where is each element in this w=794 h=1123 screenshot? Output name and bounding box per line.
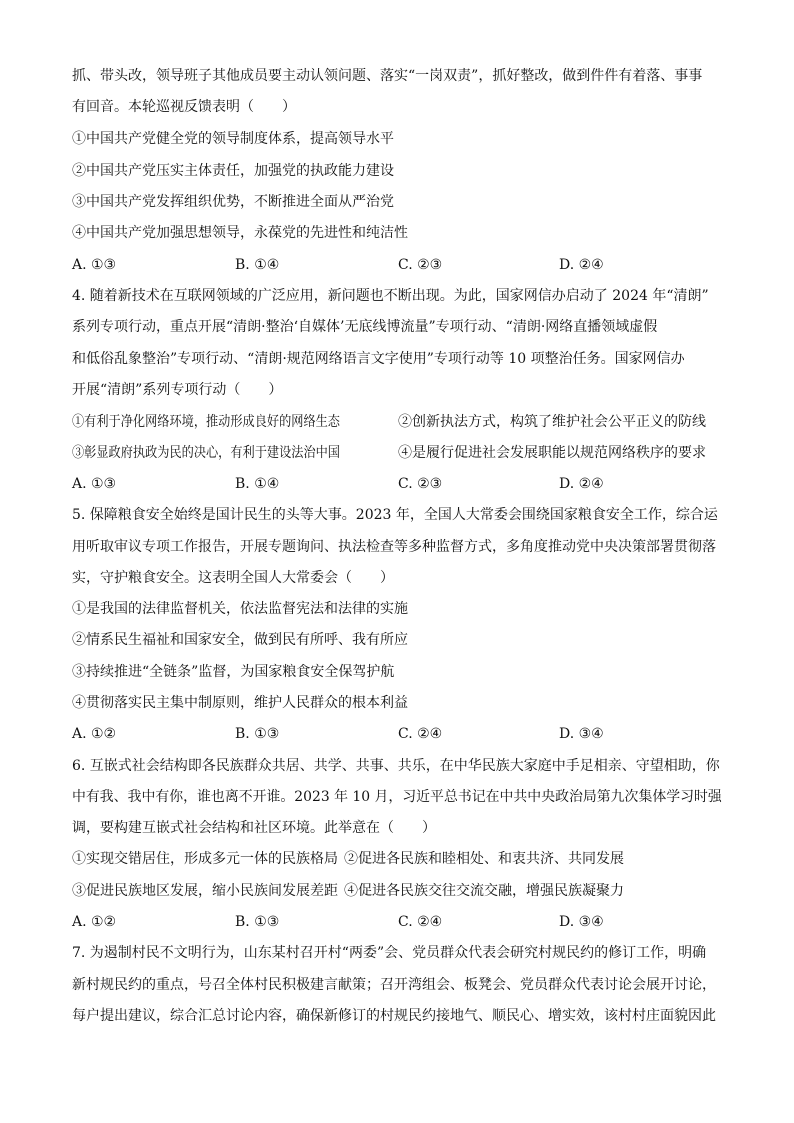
q4-option-c: C. ②③: [398, 476, 443, 492]
q4-statement-3: ③彰显政府执政为民的决心，有利于建设法治中国: [72, 445, 340, 461]
q4-option-a: A. ①③: [72, 476, 117, 492]
q3-option-c: C. ②③: [398, 257, 443, 273]
q3-text-line-2: 有回音。本轮巡视反馈表明（ ）: [72, 99, 296, 115]
q4-text-line-4: 开展“清朗”系列专项行动（ ）: [72, 382, 283, 398]
q5-option-b: B. ①③: [235, 726, 280, 742]
q6-option-d: D. ③④: [559, 914, 604, 930]
q3-statement-3: ③中国共产党发挥组织优势，不断推进全面从严治党: [72, 194, 394, 210]
q4-option-b: B. ①④: [235, 476, 280, 492]
q6-statement-4: ④促进各民族交往交流交融，增强民族凝聚力: [344, 883, 624, 899]
q3-text-line-1: 抓、带头改，领导班子其他成员要主动认领问题、落实“一岗双责”，抓好整改，做到件件有着落、事事: [72, 68, 703, 84]
q6-text-line-1: 6. 互嵌式社会结构即各民族群众共居、共学、共事、共乐，在中华民族大家庭中手足相亲、守望相助，你: [72, 758, 720, 774]
q7-text-line-1: 7. 为遏制村民不文明行为，山东某村召开村“两委”会、党员群众代表会研究村规民约的修订工作，明确: [72, 945, 707, 961]
q3-statement-2: ②中国共产党压实主体责任，加强党的执政能力建设: [72, 163, 394, 179]
q5-statement-4: ④贯彻落实民主集中制原则，维护人民群众的根本利益: [72, 695, 408, 711]
q6-statements-row-1: [72, 849, 722, 869]
q5-statement-1: ①是我国的法律监督机关，依法监督宪法和法律的实施: [72, 601, 408, 617]
q6-option-c: C. ②④: [398, 914, 443, 930]
q3-options: [72, 255, 722, 275]
q5-text-line-2: 用听取审议专项工作报告，开展专题询问、执法检查等多种监督方式，多角度推动党中央决策部署贯彻落: [72, 539, 716, 555]
q6-text-line-3: 调，要构建互嵌式社会结构和社区环境。此举意在（ ）: [72, 820, 436, 836]
q6-text-line-2: 中有我、我中有你，谁也离不开谁。2023 年 10 月，习近平总书记在中共中央政治局第九次集体学习时强: [72, 789, 722, 805]
q5-text-line-1: 5. 保障粮食安全始终是国计民生的头等大事。2023 年，全国人大常委会围绕国家粮食安全工作，综合运: [72, 507, 718, 523]
q5-option-c: C. ②④: [398, 726, 443, 742]
q4-statement-1: ①有利于净化网络环境，推动形成良好的网络生态: [72, 414, 340, 430]
q4-options: [72, 474, 722, 494]
q6-statement-1: ①实现交错居住，形成多元一体的民族格局: [72, 851, 338, 867]
q5-option-d: D. ③④: [559, 726, 604, 742]
q3-option-a: A. ①③: [72, 257, 117, 273]
q5-statement-2: ②情系民生福祉和国家安全，做到民有所呼、我有所应: [72, 632, 408, 648]
q5-option-a: A. ①②: [72, 726, 117, 742]
q3-option-d: D. ②④: [559, 257, 604, 273]
q7-text-line-3: 每户提出建议，综合汇总讨论内容，确保新修订的村规民约接地气、顺民心、增实效，该村村庄面貌因此: [72, 1008, 716, 1024]
q5-text-line-3: 实，守护粮食安全。这表明全国人大常委会（ ）: [72, 570, 394, 586]
q4-statement-2: ②创新执法方式，构筑了维护社会公平正义的防线: [398, 414, 706, 430]
q6-statement-2: ②促进各民族和睦相处、和衷共济、共同发展: [344, 851, 624, 867]
q4-statement-4: ④是履行促进社会发展职能以规范网络秩序的要求: [398, 445, 706, 461]
q3-statement-1: ①中国共产党健全党的领导制度体系，提高领导水平: [72, 131, 394, 147]
q4-statements-row-2: [72, 443, 722, 463]
q5-options: [72, 724, 722, 744]
q4-statements-row-1: [72, 412, 722, 432]
q7-text-line-2: 新村规民约的重点，号召全体村民积极建言献策；召开湾组会、板凳会、党员群众代表讨论会展开讨论，: [72, 977, 716, 993]
q3-statement-4: ④中国共产党加强思想领导，永葆党的先进性和纯洁性: [72, 225, 408, 241]
q6-options: [72, 912, 722, 932]
q6-option-a: A. ①②: [72, 914, 117, 930]
q4-text-line-3: 和低俗乱象整治”专项行动、“清朗·规范网络语言文字使用”专项行动等 10 项整治任务。国家网信办: [72, 351, 685, 367]
q6-statement-3: ③促进民族地区发展，缩小民族间发展差距: [72, 883, 338, 899]
q5-statement-3: ③持续推进“全链条”监督，为国家粮食安全保驾护航: [72, 664, 395, 680]
q6-statements-row-2: [72, 881, 722, 901]
q3-option-b: B. ①④: [235, 257, 280, 273]
q4-text-line-2: 系列专项行动，重点开展“清朗·整治‘自媒体’无底线博流量”专项行动、“清朗·网络直播领域虚假: [72, 319, 658, 335]
q4-option-d: D. ②④: [559, 476, 604, 492]
q4-text-line-1: 4. 随着新技术在互联网领域的广泛应用，新问题也不断出现。为此，国家网信办启动了 2024 年“清朗”: [72, 288, 709, 304]
q6-option-b: B. ①③: [235, 914, 280, 930]
